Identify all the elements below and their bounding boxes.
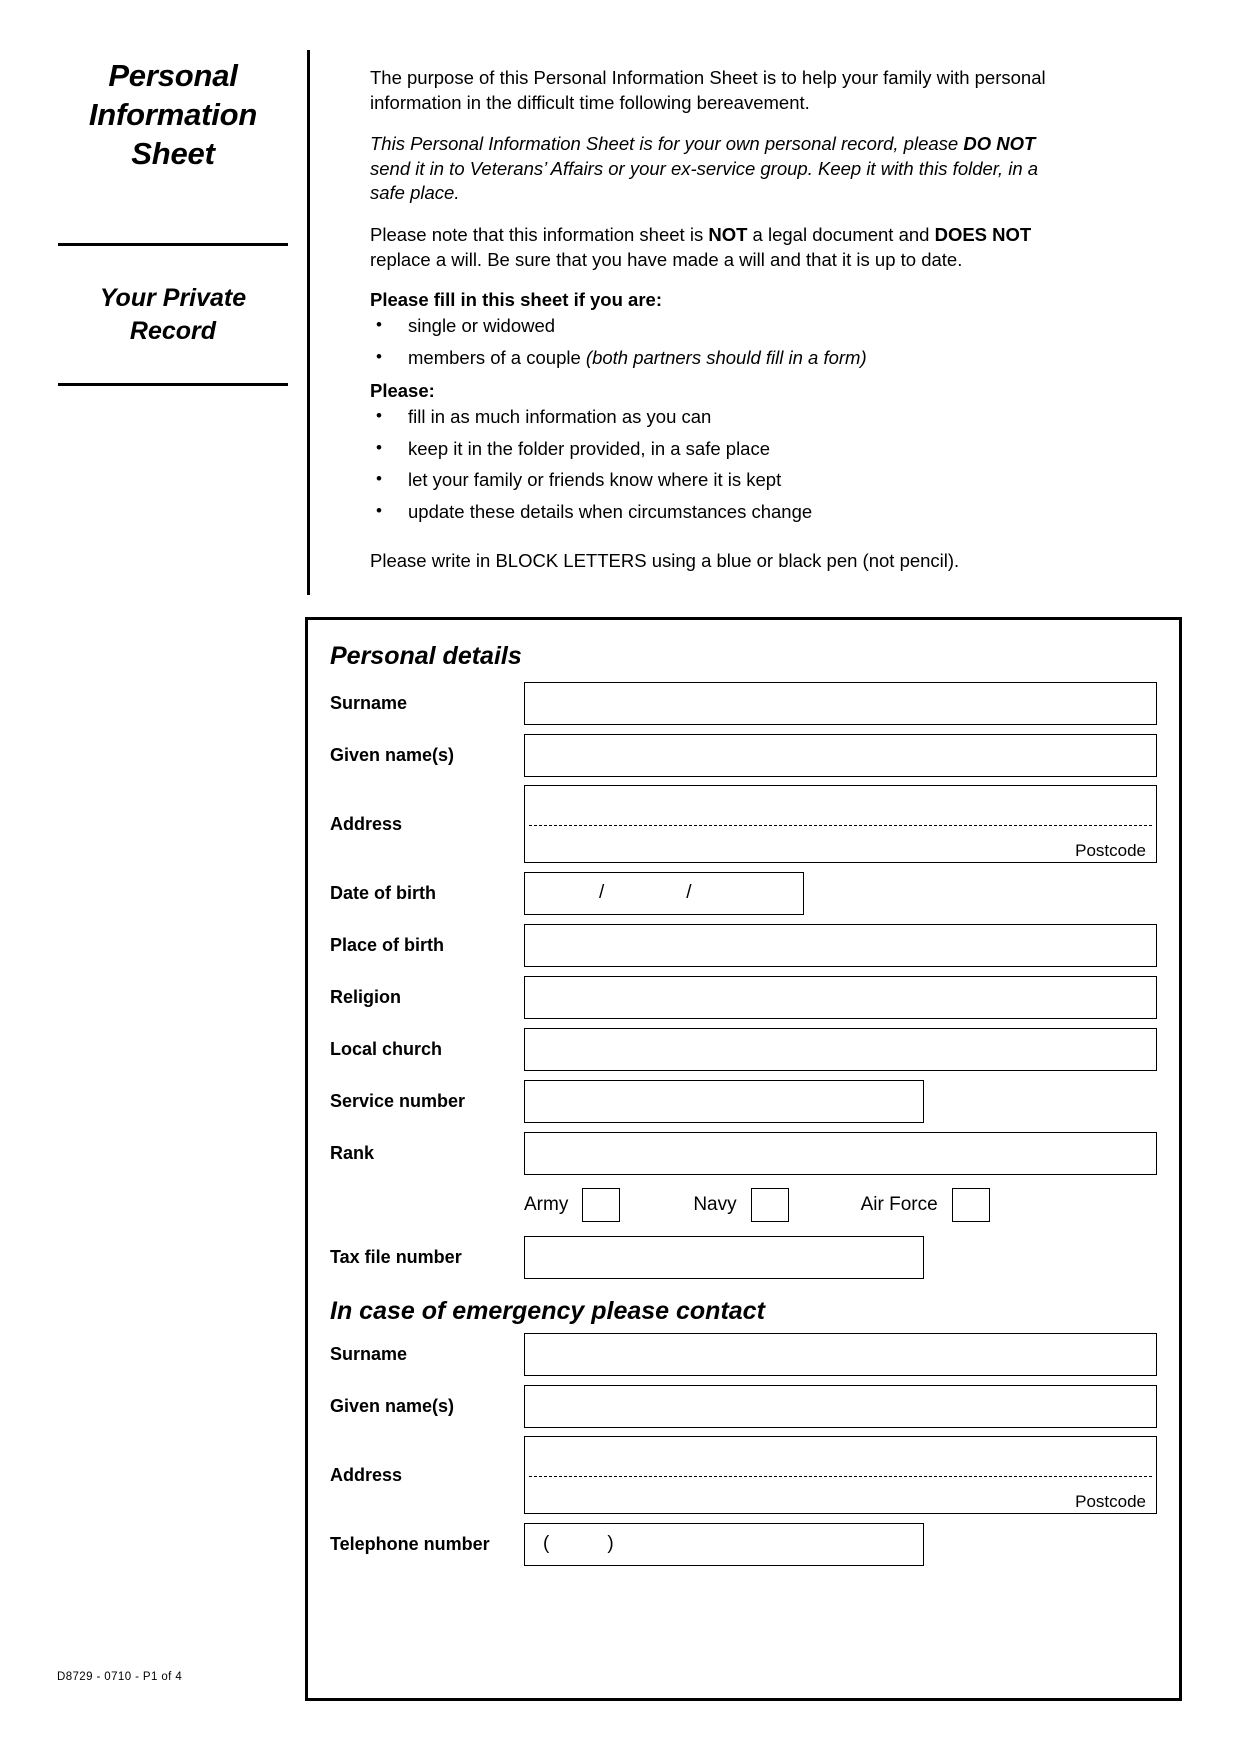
field-row-rank (330, 1131, 1157, 1175)
page-footer: D8729 - 0710 - P1 of 4 (57, 1671, 183, 1683)
document-subtitle-line-2: Record (129, 316, 217, 345)
fill-in-item-1-note: (both partners should fill in a form) (585, 346, 867, 368)
document-subtitle-line-1: Your Private (99, 284, 247, 313)
intro-p3-part3: replace a will. Be sure that you have made a will and that it is up to date. (370, 248, 963, 270)
emergency-contact-heading: In case of emergency please contact (330, 1297, 765, 1325)
intro-text-block (370, 66, 1050, 572)
paren-open: ( (543, 1533, 550, 1554)
fill-in-list (370, 317, 1050, 367)
field-row-date-of-birth (330, 871, 1157, 915)
header-vertical-divider (307, 50, 310, 595)
label-emergency-given-names: Given name(s) (330, 1395, 455, 1416)
checkbox-navy[interactable] (751, 1188, 789, 1222)
intro-p3-emphasis-2: DOES NOT (934, 223, 1032, 245)
telephone-number-input[interactable] (524, 1523, 924, 1566)
label-place-of-birth: Place of birth (330, 934, 445, 955)
document-title-line-1: Personal (108, 58, 238, 93)
fill-in-item-0-text: single or widowed (408, 315, 556, 337)
label-date-of-birth: Date of birth (330, 882, 436, 903)
intro-p2-prefix: This Personal Information Sheet is for your own personal record, please (370, 133, 964, 155)
intro-p3-part2: a legal document and (747, 223, 935, 245)
emergency-address-input-group[interactable] (524, 1436, 1157, 1514)
checkbox-army[interactable] (582, 1188, 620, 1222)
label-emergency-address: Address (330, 1464, 403, 1485)
service-branch-army[interactable] (524, 1188, 620, 1222)
emergency-given-names-input[interactable] (524, 1385, 1157, 1428)
field-row-address (330, 785, 1157, 863)
personal-details-heading: Personal details (330, 642, 522, 670)
label-surname: Surname (330, 692, 408, 713)
list-item: • keep it in the folder provided, in a safe place (370, 440, 1050, 459)
field-row-surname (330, 681, 1157, 725)
date-separator-1: / (599, 882, 605, 903)
list-item: • fill in as much information as you can (370, 408, 1050, 427)
service-branch-air-force[interactable] (861, 1188, 990, 1222)
checkbox-air-force[interactable] (952, 1188, 990, 1222)
emergency-address-line-divider (529, 1476, 1152, 1477)
label-tax-file-number: Tax file number (330, 1246, 462, 1267)
list-item (370, 317, 1050, 336)
title-divider-top (58, 243, 288, 246)
list-item: • update these details when circumstances change (370, 503, 1050, 522)
intro-p2-emphasis: DO NOT (963, 133, 1036, 155)
label-service-number: Service number (330, 1090, 466, 1111)
service-number-input[interactable] (524, 1080, 924, 1123)
document-header (0, 0, 1240, 612)
title-column (58, 56, 288, 386)
label-air-force: Air Force (860, 1194, 938, 1215)
tax-file-number-input[interactable] (524, 1236, 924, 1279)
title-divider-bottom (58, 383, 288, 386)
address-input-group[interactable] (524, 785, 1157, 863)
form-inner (308, 620, 1179, 1566)
field-row-given-names (330, 733, 1157, 777)
field-row-religion (330, 975, 1157, 1019)
label-army: Army (524, 1194, 569, 1215)
label-navy: Navy (693, 1194, 737, 1215)
field-row-emergency-address (330, 1436, 1157, 1514)
please-list (370, 408, 1050, 521)
label-emergency-surname: Surname (330, 1343, 408, 1364)
label-emergency-postcode: Postcode (1075, 1492, 1146, 1511)
label-address: Address (330, 813, 403, 834)
date-separators (525, 873, 803, 914)
field-row-tax-file-number (330, 1235, 1157, 1279)
form-container (305, 617, 1182, 1701)
intro-paragraph-3 (370, 223, 1050, 272)
label-religion: Religion (330, 986, 401, 1007)
date-of-birth-input[interactable] (524, 872, 804, 915)
religion-input[interactable] (524, 976, 1157, 1019)
given-names-input[interactable] (524, 734, 1157, 777)
field-row-telephone-number (330, 1522, 1157, 1566)
label-given-names: Given name(s) (330, 744, 455, 765)
intro-p3-emphasis-1: NOT (708, 223, 748, 245)
field-row-emergency-given-names (330, 1384, 1157, 1428)
intro-paragraph-2 (370, 132, 1050, 206)
field-row-place-of-birth (330, 923, 1157, 967)
label-postcode: Postcode (1075, 841, 1146, 860)
paren-close: ) (607, 1533, 614, 1554)
service-branch-navy[interactable] (693, 1188, 788, 1222)
intro-paragraph-1: The purpose of this Personal Information Sheet is to help your family with personal information in the difficult time following bereavement. (370, 67, 1046, 113)
document-title-line-2: Information (88, 97, 258, 133)
local-church-input[interactable] (524, 1028, 1157, 1071)
address-line-divider (529, 825, 1152, 826)
date-separator-2: / (686, 882, 692, 903)
telephone-area-code-marks (525, 1524, 923, 1565)
list-item (370, 346, 1050, 368)
fill-in-item-1-text: members of a couple (408, 346, 586, 368)
label-telephone-number: Telephone number (330, 1533, 490, 1554)
field-row-emergency-surname (330, 1332, 1157, 1376)
label-local-church: Local church (330, 1038, 443, 1059)
document-title-line-3: Sheet (131, 136, 215, 172)
surname-input[interactable] (524, 682, 1157, 725)
document-subtitle (58, 282, 288, 347)
rank-input[interactable] (524, 1132, 1157, 1175)
field-row-service-number (330, 1079, 1157, 1123)
document-title (58, 56, 288, 173)
please-heading: Please: (370, 380, 435, 402)
block-letters-note: Please write in BLOCK LETTERS using a blue or black pen (not pencil). (370, 550, 960, 572)
label-rank: Rank (330, 1142, 375, 1163)
place-of-birth-input[interactable] (524, 924, 1157, 967)
field-row-local-church (330, 1027, 1157, 1071)
intro-p3-part1: Please note that this information sheet is (370, 223, 709, 245)
intro-p2-suffix: send it in to Veterans’ Affairs or your ex-service group. Keep it with this folder, in a safe place. (370, 157, 1039, 204)
fill-in-heading: Please fill in this sheet if you are: (370, 289, 662, 311)
emergency-surname-input[interactable] (524, 1333, 1157, 1376)
list-item: • let your family or friends know where it is kept (370, 471, 1050, 490)
service-branch-row (524, 1185, 1157, 1225)
